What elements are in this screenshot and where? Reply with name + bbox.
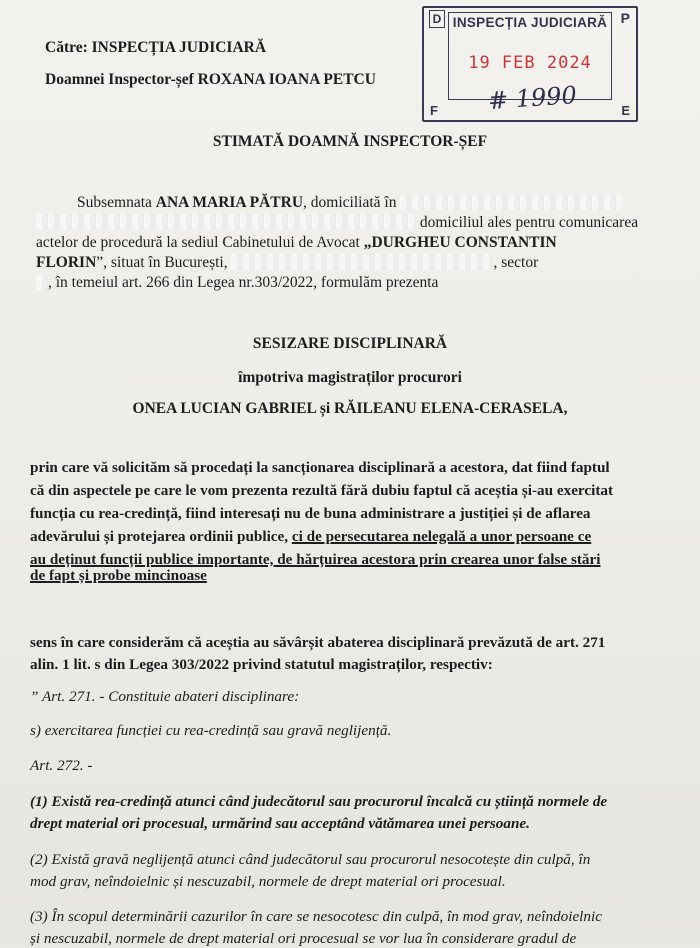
quote-272-p1-line-2: drept material ori procesual, urmărind sau acceptând vătămarea unei persoane. [30, 815, 530, 832]
intro-line-3 [36, 233, 557, 252]
para2-line-1: sens în care considerăm că aceștia au săvârșit abaterea disciplinară prevăzută de art. 271 [30, 634, 606, 651]
stamp-title: INSPECȚIA JUDICIARĂ [452, 15, 608, 30]
document-title: SESIZARE DISCIPLINARĂ [252, 335, 448, 352]
intro-text: , sector [493, 254, 539, 271]
stamp-corner-f: F [430, 103, 438, 118]
intro-text: ”, situat în București, [96, 254, 228, 271]
intro-text: Subsemnata [77, 194, 156, 211]
stamp-corner-e: E [621, 103, 630, 118]
stamp-date: 19 FEB 2024 [468, 53, 592, 73]
para1-text: adevărului și protejarea ordinii publice, [30, 528, 292, 545]
para1-line-6: de fapt și probe mincinoase [30, 567, 207, 584]
redacted-address [400, 194, 622, 210]
intro-line-2 [36, 213, 638, 232]
intro-text: , domiciliată în [303, 194, 397, 211]
quote-art-271-s: s) exercitarea funcției cu rea-credință sau gravă neglijență. [30, 722, 392, 739]
intro-line-4 [36, 253, 538, 272]
quote-272-p2-line-2: mod grav, neîndoielnic și nescuzabil, normele de drept material ori procesual. [30, 873, 506, 890]
redacted-sector [36, 274, 48, 290]
intro-text: actelor de procedură la sediul Cabinetului de Avocat [36, 234, 364, 251]
stamp-corner-p: P [620, 10, 630, 26]
recipient-line: Către: INSPECȚIA JUDICIARĂ [45, 39, 267, 56]
addressee-line: Doamnei Inspector-șef ROXANA IOANA PETCU [45, 71, 376, 88]
stamp-registration-number: # 1990 [487, 80, 578, 116]
intro-text: , în temeiul art. 266 din Legea nr.303/2022, formulăm prezenta [48, 274, 439, 291]
petitioner-name: ANA MARIA PĂTRU [155, 194, 304, 211]
quote-art-271: ” Art. 271. - Constituie abateri disciplinare: [30, 688, 300, 705]
registration-stamp [422, 6, 638, 122]
para1-underlined: ci de persecutarea nelegală a unor persoane ce [291, 528, 592, 545]
intro-text: domiciliul ales pentru comunicarea [419, 214, 639, 231]
accused-names: ONEA LUCIAN GABRIEL și RĂILEANU ELENA-CERASELA, [132, 400, 568, 417]
quote-272-p1-line-1: (1) Există rea-credință atunci când judecătorul sau procurorul încalcă cu știință normele de [30, 793, 608, 810]
quote-272-p2-line-1: (2) Există gravă neglijență atunci când judecătorul sau procurorul nesocotește din culpă, în [30, 851, 591, 868]
quote-272-p3-line-2: și nescuzabil, normele de drept material ori procesual se vor lua în considerare gradul de [30, 930, 577, 947]
salutation: STIMATĂ DOAMNĂ INSPECTOR-ȘEF [212, 133, 488, 150]
para1-line-3: funcția cu rea-credință, fiind interesați nu de buna administrare a justiției și de aflarea [30, 505, 591, 522]
redacted-address [36, 214, 416, 230]
para2-line-2: alin. 1 lit. s din Legea 303/2022 privind statutul magistraților, respectiv: [30, 656, 493, 673]
intro-line-5 [36, 273, 438, 292]
redacted-address [231, 254, 493, 270]
intro-line-1 [77, 193, 622, 212]
law-firm-name-end: FLORIN [36, 254, 97, 271]
law-firm-name: „DURGHEU CONSTANTIN [363, 234, 557, 251]
stamp-corner-d: D [429, 10, 445, 28]
para1-line-4 [30, 527, 591, 546]
quote-272-p3-line-1: (3) În scopul determinării cazurilor în care se nesocotesc din culpă, în mod grav, neîndoielnic [30, 908, 602, 925]
para1-line-1: prin care vă solicităm să procedați la sancționarea disciplinară a acestora, dat fiind faptul [30, 459, 610, 476]
quote-art-272: Art. 272. - [30, 757, 93, 774]
para1-line-5: au deținut funcții publice importante, de hărțuirea acestora prin crearea unor false stări [30, 551, 601, 568]
para1-line-2: că din aspectele pe care le vom prezenta rezultă fără dubiu faptul că aceștia și-au exercitat [30, 482, 614, 499]
document-subtitle: împotriva magistraților procurori [238, 369, 462, 386]
